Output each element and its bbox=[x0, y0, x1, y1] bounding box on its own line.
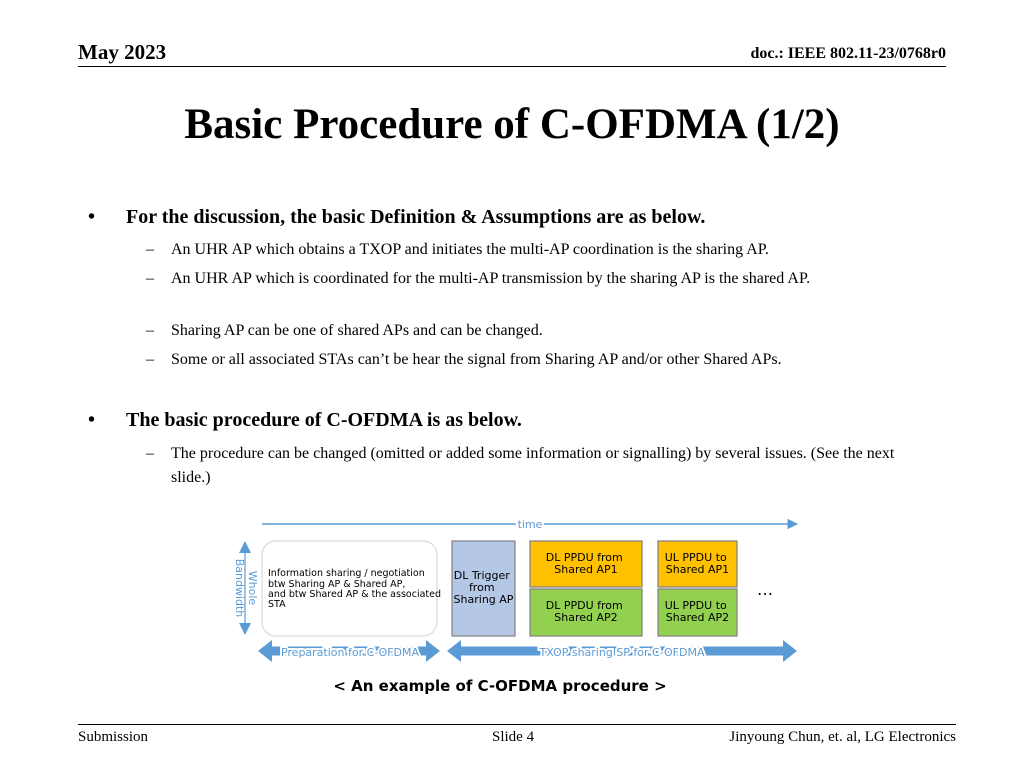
bandwidth-arrow-head-top bbox=[239, 541, 251, 553]
dl-trigger-text: DL Trigger from Sharing AP bbox=[453, 569, 514, 606]
bandwidth-arrow-head-bottom bbox=[239, 623, 251, 635]
header-date: May 2023 bbox=[78, 40, 167, 64]
preparation-label: Preparation for C-OFDMA bbox=[280, 646, 420, 659]
footer-divider bbox=[78, 724, 956, 725]
bullet-text: For the discussion, the basic Definition & Assumptions are as below. bbox=[126, 206, 706, 228]
sub-text: An UHR AP which is coordinated for the multi-AP transmission by the sharing AP is the shared AP. bbox=[171, 270, 811, 287]
slide-title: Basic Procedure of C-OFDMA (1/2) bbox=[184, 101, 840, 148]
txop-label: TXOP sharing SP for C-OFDMA bbox=[539, 646, 705, 659]
info-sharing-text: Information sharing / negotiation btw Sharing AP & Shared AP, and btw Shared AP & the associated STA bbox=[268, 568, 442, 610]
bullet-text: The basic procedure of C-OFDMA is as below. bbox=[126, 409, 522, 431]
sub-marker: – bbox=[146, 322, 154, 339]
sub-text: Sharing AP can be one of shared APs and can be changed. bbox=[171, 322, 543, 339]
dl-ppdu-ap2-text: DL PPDU from Shared AP2 bbox=[545, 599, 623, 624]
bullet-marker: • bbox=[88, 206, 96, 228]
bandwidth-label-line2: Bandwidth bbox=[233, 558, 246, 618]
footer-slide-number: Slide 4 bbox=[492, 729, 535, 745]
footer-authors: Jinyoung Chun, et. al, LG Electronics bbox=[729, 729, 956, 745]
diagram-caption: < An example of C-OFDMA procedure > bbox=[333, 677, 667, 695]
sub-text: Some or all associated STAs can’t be hear the signal from Sharing AP and/or other Shared APs. bbox=[171, 351, 782, 368]
ul-ppdu-ap1-text: UL PPDU to Shared AP1 bbox=[664, 551, 730, 576]
bandwidth-label-line1: Whole bbox=[246, 570, 259, 606]
sub-text: The procedure can be changed (omitted or added some information or signalling) by several issues. (See the next slide.) bbox=[171, 445, 895, 486]
footer-submission: Submission bbox=[78, 729, 149, 745]
sub-marker: – bbox=[146, 241, 154, 258]
time-label: time bbox=[517, 518, 543, 531]
header-doc-id: doc.: IEEE 802.11-23/0768r0 bbox=[750, 45, 946, 62]
sub-marker: – bbox=[146, 445, 154, 462]
sub-marker: – bbox=[146, 270, 154, 287]
ul-ppdu-ap2-text: UL PPDU to Shared AP2 bbox=[664, 599, 730, 624]
bullet-marker: • bbox=[88, 409, 96, 431]
ellipsis: … bbox=[757, 580, 773, 599]
sub-text: An UHR AP which obtains a TXOP and initiates the multi-AP coordination is the sharing AP. bbox=[171, 241, 769, 258]
dl-ppdu-ap1-text: DL PPDU from Shared AP1 bbox=[545, 551, 623, 576]
sub-marker: – bbox=[146, 351, 154, 368]
